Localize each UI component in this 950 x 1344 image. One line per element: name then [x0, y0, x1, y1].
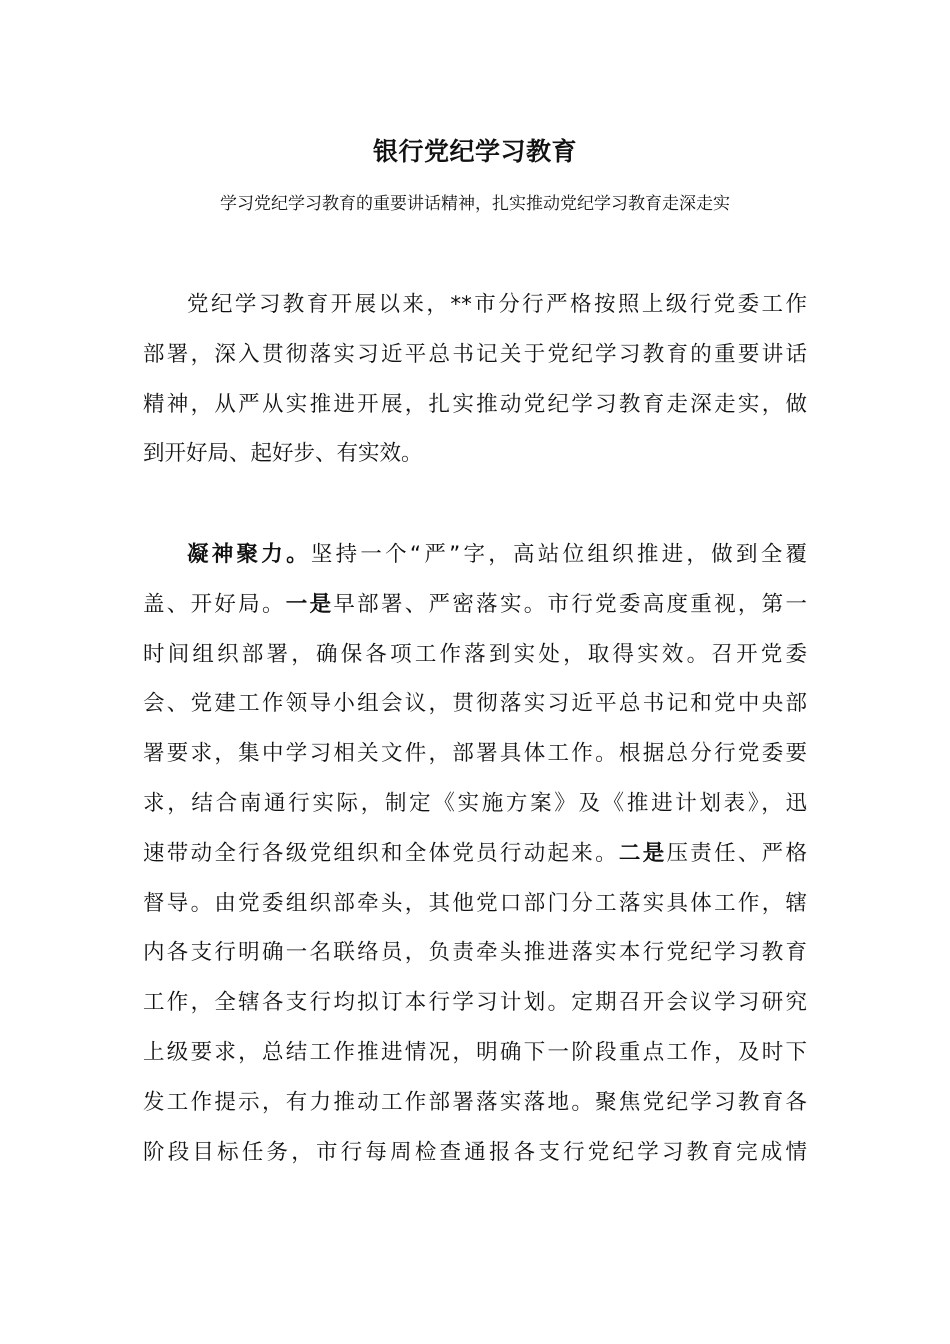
paragraph-section-1 — [143, 530, 807, 1177]
paragraph-line: 党纪学习教育开展以来，**市分行严格按照上级行党委工作 — [187, 292, 807, 317]
paragraph-line: 阶段目标任务，市行每周检查通报各支行党纪学习教育完成情 — [143, 1139, 807, 1165]
paragraph-line: 督导。由党委组织部牵头，其他党口部门分工落实具体工作，辖 — [143, 890, 807, 916]
document-subtitle: 学习党纪学习教育的重要讲话精神，扎实推动党纪学习教育走深走实 — [220, 194, 730, 214]
document-title: 银行党纪学习教育 — [372, 137, 577, 166]
paragraph-line — [143, 829, 807, 879]
section-heading: 凝神聚力。 — [187, 542, 311, 567]
paragraph-line: 发工作提示，有力推动工作部署落实落地。聚焦党纪学习教育各 — [143, 1089, 807, 1115]
paragraph-line — [143, 530, 807, 580]
paragraph-line: 工作，全辖各支行均拟订本行学习计划。定期召开会议学习研究 — [143, 990, 807, 1016]
point-marker: 一是 — [285, 591, 334, 617]
paragraph-line: 上级要求，总结工作推进情况，明确下一阶段重点工作，及时下 — [143, 1039, 807, 1065]
paragraph-line: 求，结合南通行实际，制定《实施方案》及《推进计划表》，迅 — [143, 790, 807, 816]
point-marker: 二是 — [618, 840, 667, 866]
paragraph-intro — [143, 280, 807, 479]
paragraph-line — [143, 580, 807, 630]
paragraph-line: 内各支行明确一名联络员，负责牵头推进落实本行党纪学习教育 — [143, 940, 807, 966]
paragraph-line: 精神，从严从实推进开展，扎实推动党纪学习教育走深走实，做 — [143, 391, 807, 417]
paragraph-text: 压责任、严格 — [666, 840, 807, 866]
paragraph-text: 早部署、严密落实。市行党委高度重视，第一 — [333, 591, 807, 617]
paragraph-text: 坚持一个“严”字，高站位组织推进，做到全覆 — [310, 542, 807, 567]
paragraph-line: 时间组织部署，确保各项工作落到实处，取得实效。召开党委 — [143, 641, 807, 667]
paragraph-text: 速带动全行各级党组织和全体党员行动起来。 — [143, 840, 619, 866]
paragraph-text: 盖、开好局。 — [143, 591, 286, 617]
paragraph-line: 部署，深入贯彻落实习近平总书记关于党纪学习教育的重要讲话 — [143, 341, 807, 367]
paragraph-line: 署要求，集中学习相关文件，部署具体工作。根据总分行党委要 — [143, 741, 807, 767]
paragraph-line: 会、党建工作领导小组会议，贯彻落实习近平总书记和党中央部 — [143, 691, 807, 717]
paragraph-line: 到开好局、起好步、有实效。 — [143, 441, 423, 467]
